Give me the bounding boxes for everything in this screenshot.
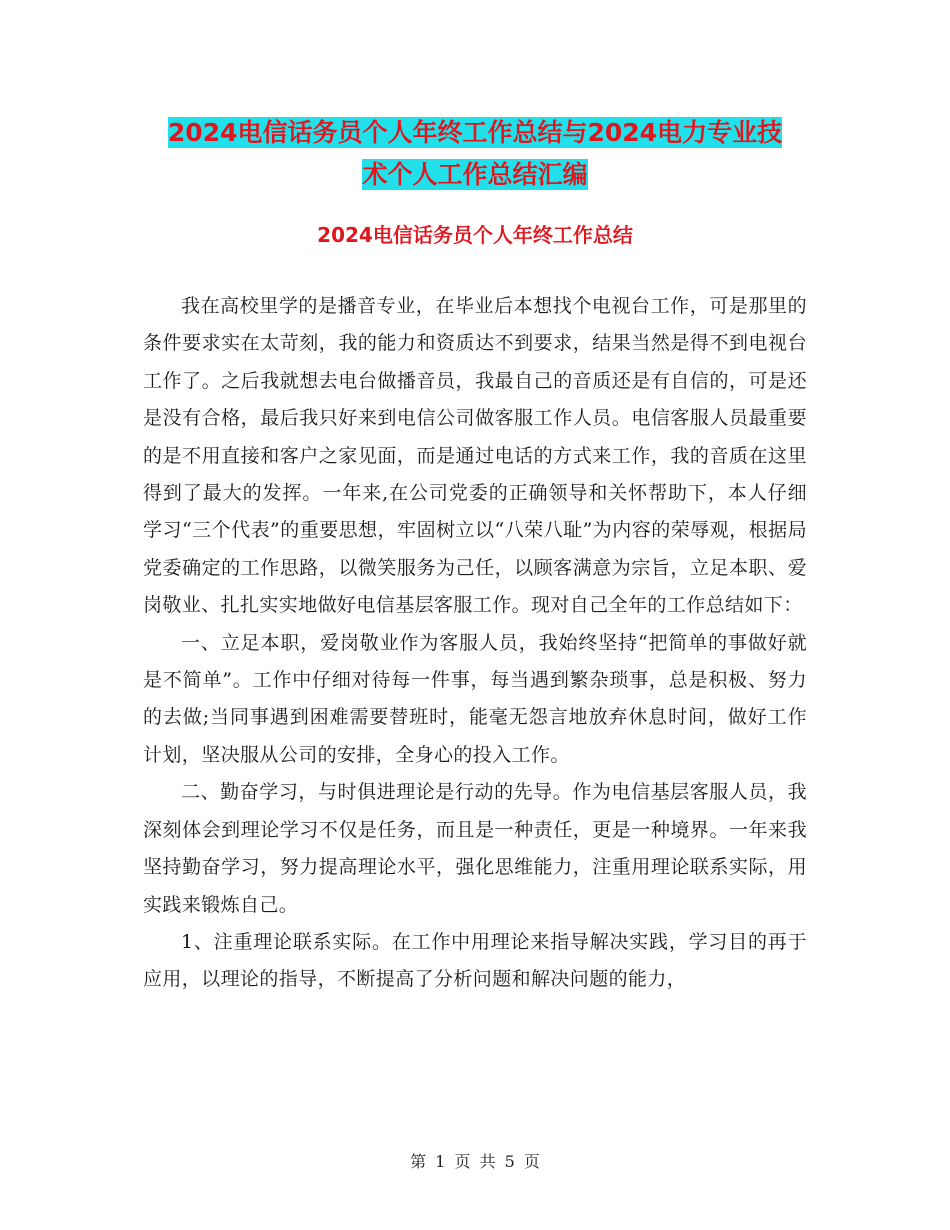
document-title-line-2: 术个人工作总结汇编 <box>362 160 588 189</box>
body-paragraph: 二、勤奋学习，与时俱进理论是行动的先导。作为电信基层客服人员，我深刻体会到理论学习不仅是任务，而且是一种责任，更是一种境界。一年来我坚持勤奋学习，努力提高理论水平，强化思维能力，注重用理论联系实际，用实践来锻炼自己。 <box>143 781 807 916</box>
body-paragraph: 一、立足本职，爱岗敬业作为客服人员，我始终坚持“把简单的事做好就是不简单”。工作中仔细对待每一件事，每当遇到繁杂琐事，总是积极、努力的去做;当同事遇到困难需要替班时，能毫无怨言地放弃休息时间，做好工作计划，坚决服从公司的安排，全身心的投入工作。 <box>143 631 807 766</box>
document-title-line-1: 2024电信话务员个人年终工作总结与2024电力专业技 <box>167 118 783 147</box>
document-body <box>143 288 807 999</box>
section-title: 2024电信话务员个人年终工作总结 <box>317 223 633 247</box>
body-paragraph: 我在高校里学的是播音专业，在毕业后本想找个电视台工作，可是那里的条件要求实在太苛刻，我的能力和资质达不到要求，结果当然是得不到电视台工作了。之后我就想去电台做播音员，我最自己的音质还是有自信的，可是还是没有合格，最后我只好来到电信公司做客服工作人员。电信客服人员最重要的是不用直接和客户之家见面，而是通过电话的方式来工作，我的音质在这里得到了最大的发挥。一年来,在公司党委的正确领导和关怀帮助下，本人仔细学习“三个代表”的重要思想，牢固树立以“八荣八耻”为内容的荣辱观，根据局党委确定的工作思路，以微笑服务为己任，以顾客满意为宗旨，立足本职、爱岗敬业、扎扎实实地做好电信基层客服工作。现对自己全年的工作总结如下： <box>143 295 807 617</box>
body-paragraph: 1、注重理论联系实际。在工作中用理论来指导解决实践，学习目的再于应用，以理论的指导，不断提高了分析问题和解决问题的能力， <box>143 930 807 991</box>
page-number-footer: 第 1 页 共 5 页 <box>410 1152 540 1171</box>
document-title <box>0 112 950 196</box>
